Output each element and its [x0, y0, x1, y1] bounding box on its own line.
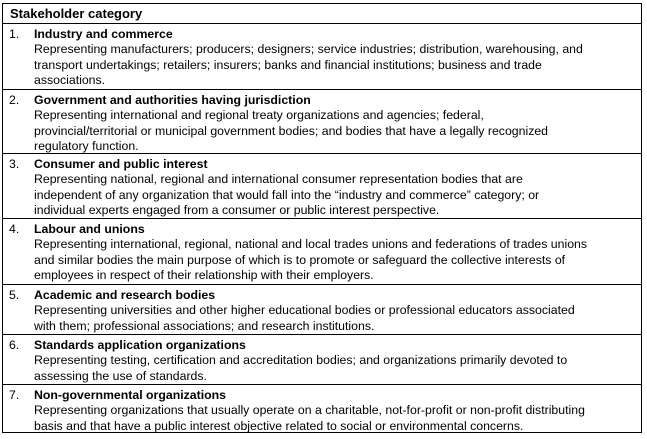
- row-title: Non-governmental organizations: [34, 388, 226, 402]
- table-row: [3, 24, 641, 90]
- row-number: 1.: [9, 27, 20, 41]
- row-number: 2.: [9, 93, 20, 107]
- row-description: Representing international and regional treaty organizations and agencies; federal, provincial/territorial or municipal government bodies; and bodies that have a legally recognized regulatory function.: [34, 108, 549, 154]
- table-row: [3, 90, 641, 154]
- row-title: Labour and unions: [34, 222, 145, 236]
- row-title: Standards application organizations: [34, 338, 246, 352]
- row-description: Representing universities and other higher educational bodies or professional educators associated with them; professional associations; and research institutions.: [34, 303, 575, 333]
- row-title: Industry and commerce: [34, 27, 173, 41]
- row-number: 7.: [9, 388, 20, 402]
- row-number: 3.: [9, 157, 20, 171]
- table-row: [3, 335, 641, 385]
- row-description: Representing manufacturers; producers; designers; service industries; distribution, warehousing, and transport undertakings; retailers; insurers; banks and financial institutions; business and trade associations.: [34, 42, 583, 88]
- table-row: [3, 219, 641, 285]
- table-row: [3, 385, 641, 432]
- row-number: 5.: [9, 288, 20, 302]
- row-description: Representing international, regional, national and local trades unions and federations of trades unions and similar bodies the main purpose of which is to promote or safeguard the collective interests of employees in respect of their relationship with their employers.: [34, 237, 588, 283]
- table-row: [3, 285, 641, 335]
- row-number: 6.: [9, 338, 20, 352]
- stakeholder-table: [2, 3, 642, 433]
- row-number: 4.: [9, 222, 20, 236]
- row-description: Representing national, regional and international consumer representation bodies that are independent of any organization that would fall into the “industry and commerce” category; or individual experts engaged from a consumer or public interest perspective.: [34, 172, 540, 218]
- row-title: Academic and research bodies: [34, 288, 216, 302]
- table-row: [3, 154, 641, 219]
- row-title: Consumer and public interest: [34, 157, 208, 171]
- row-description: Representing organizations that usually operate on a charitable, not-for-profit or non-profit distributing basis and that have a public interest objective related to social or environmental concerns.: [34, 403, 585, 432]
- table-header: Stakeholder category: [3, 4, 641, 24]
- row-title: Government and authorities having jurisdiction: [34, 93, 311, 107]
- row-description: Representing testing, certification and accreditation bodies; and organizations primarily devoted to assessing the use of standards.: [34, 353, 568, 383]
